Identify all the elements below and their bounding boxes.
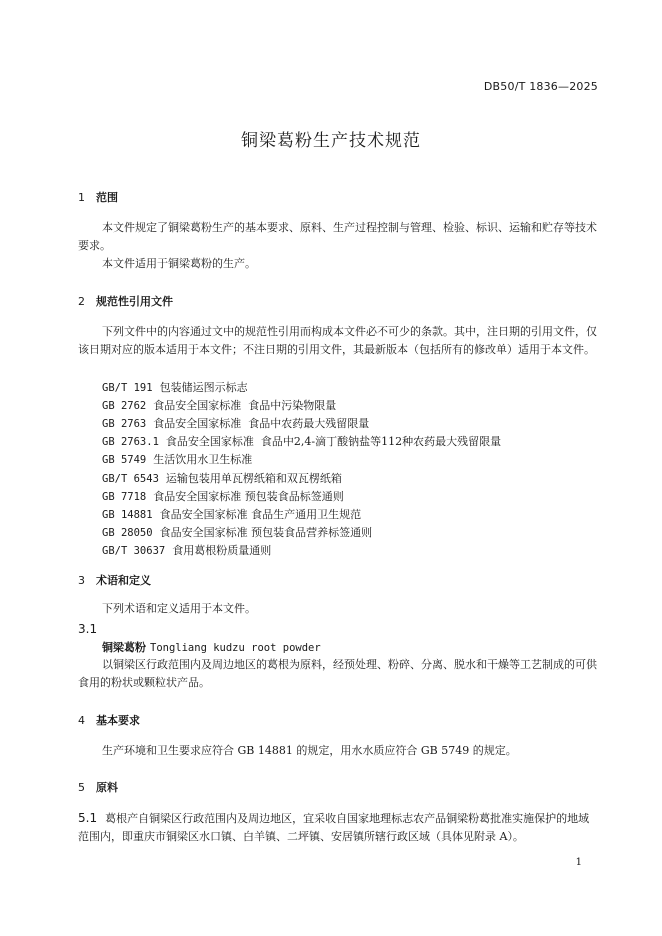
reference-title: 食用葛根粉质量通则 — [172, 543, 272, 557]
section-number: 4 — [78, 714, 85, 727]
term-entry — [102, 639, 321, 655]
section-heading-normative-references — [78, 293, 173, 309]
reference-separator — [153, 526, 160, 539]
reference-title: 运输包装用单瓦楞纸箱和双瓦楞纸箱 — [165, 471, 342, 485]
clause-text: 葛根产自铜梁区行政范围内及周边地区，宜采收自国家地理标志农产品铜梁粉葛批准实施保护的地域范围内，即重庆市铜梁区水口镇、白羊镇、二坪镇、安居镇所辖行政区域（具体见附录 A）。 — [78, 812, 590, 843]
section-title: 规范性引用文件 — [96, 295, 173, 308]
section-title: 术语和定义 — [96, 574, 151, 587]
section-number: 5 — [78, 781, 85, 794]
reference-item — [102, 451, 252, 467]
section-title: 基本要求 — [96, 714, 140, 727]
section-title: 原料 — [96, 781, 118, 794]
reference-title: 食品安全国家标准 预包装食品营养标签通则 — [159, 525, 373, 539]
reference-item — [102, 415, 369, 431]
term-chinese: 铜梁葛粉 — [102, 641, 146, 654]
document-title: 铜梁葛粉生产技术规范 — [241, 131, 421, 151]
section-heading-terms — [78, 572, 151, 588]
reference-title: 食品安全国家标准 预包装食品标签通则 — [153, 489, 344, 503]
reference-item — [102, 433, 501, 449]
reference-title: 食品安全国家标准 食品生产通用卫生规范 — [159, 507, 362, 521]
section-number: 3 — [78, 574, 85, 587]
scope-paragraph-2: 本文件适用于铜梁葛粉的生产。 — [102, 257, 256, 270]
raw-materials-clause — [78, 810, 600, 845]
terms-intro: 下列术语和定义适用于本文件。 — [102, 602, 256, 615]
reference-code: GB 5749 — [102, 454, 147, 467]
page-number: 1 — [575, 857, 582, 868]
reference-code: GB/T 191 — [102, 382, 153, 394]
reference-separator — [153, 508, 160, 521]
section-number: 2 — [78, 295, 85, 308]
reference-code: GB 28050 — [102, 526, 153, 539]
section-title: 范围 — [96, 191, 118, 204]
reference-code: GB 14881 — [102, 508, 153, 521]
reference-code: GB 7718 — [102, 490, 147, 503]
references-intro: 下列文件中的内容通过文中的规范性引用而构成本文件必不可少的条款。其中，注日期的引用文件，仅该日期对应的版本适用于本文件；不注日期的引用文件，其最新版本（包括所有的修改单）适用于本文件。 — [78, 325, 597, 356]
reference-separator — [159, 472, 166, 485]
document-code: DB50/T 1836—2025 — [483, 80, 598, 93]
reference-title: 生活饮用水卫生标准 — [153, 453, 253, 467]
reference-separator — [153, 381, 160, 394]
reference-item — [102, 524, 372, 540]
reference-title: 食品安全国家标准 食品中农药最大残留限量 — [153, 417, 370, 431]
section-heading-basic-requirements — [78, 712, 140, 728]
reference-code: GB 2763 — [102, 418, 147, 431]
reference-code: GB 2762 — [102, 400, 147, 413]
reference-title: 食品安全国家标准 食品中2,4-滴丁酸钠盐等112种农药最大残留限量 — [165, 435, 502, 449]
reference-item — [102, 470, 342, 486]
scope-paragraph-1: 本文件规定了铜梁葛粉生产的基本要求、原料、生产过程控制与管理、检验、标识、运输和贮存等技术要求。 — [78, 221, 597, 252]
reference-item — [102, 506, 361, 522]
reference-code: GB/T 6543 — [102, 472, 159, 485]
section-heading-scope — [78, 189, 118, 205]
reference-item — [102, 397, 336, 413]
term-english: Tongliang kudzu root powder — [150, 642, 321, 654]
reference-code: GB 2763.1 — [102, 436, 159, 449]
reference-item — [102, 542, 271, 558]
reference-code: GB/T 30637 — [102, 544, 166, 557]
reference-item — [102, 379, 248, 395]
basic-requirements-paragraph: 生产环境和卫生要求应符合 GB 14881 的规定，用水水质应符合 GB 5749 的规定。 — [102, 744, 517, 757]
clause-number: 5.1 — [78, 811, 98, 825]
reference-title: 包装储运图示标志 — [159, 381, 248, 394]
term-definition: 以铜梁区行政范围内及周边地区的葛根为原料，经预处理、粉碎、分离、脱水和干燥等工艺制成的可供食用的粉状或颗粒状产品。 — [78, 658, 597, 689]
reference-item — [102, 488, 344, 504]
reference-separator — [159, 435, 166, 448]
term-number: 3.1 — [78, 622, 98, 636]
section-number: 1 — [78, 191, 85, 204]
reference-title: 食品安全国家标准 食品中污染物限量 — [153, 399, 337, 413]
section-heading-raw-materials — [78, 779, 118, 795]
